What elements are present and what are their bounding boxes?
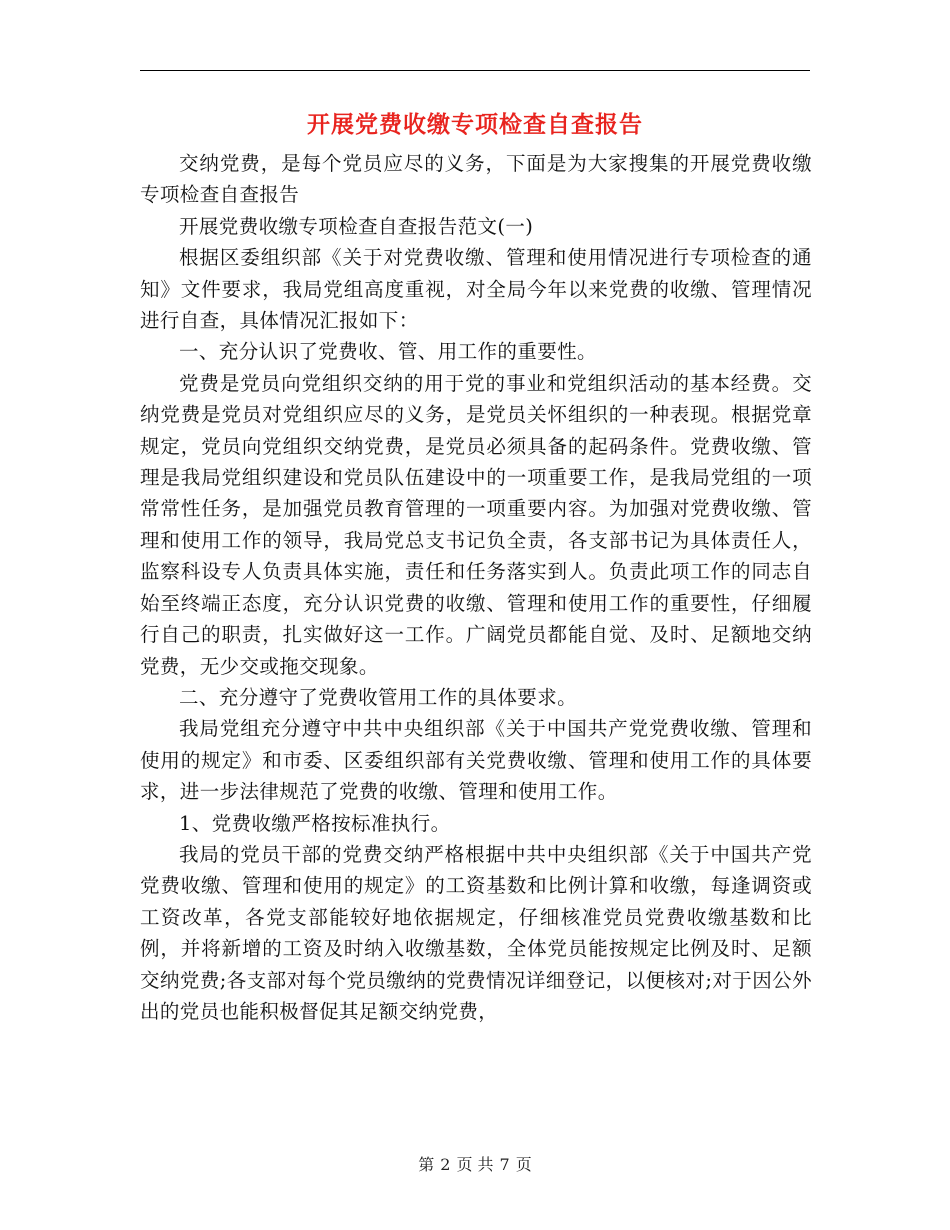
paragraph: 开展党费收缴专项检查自查报告范文(一): [179, 214, 534, 238]
page-footer: [0, 1154, 950, 1176]
document-title: 开展党费收缴专项检查自查报告: [307, 111, 643, 138]
document-body: [140, 148, 812, 1027]
paragraph: 交纳党费，是每个党员应尽的义务，下面是为大家搜集的开展党费收缴专项检查自查报告: [140, 152, 812, 207]
header-rule: [140, 70, 810, 71]
section-heading: 一、充分认识了党费收、管、用工作的重要性。: [179, 340, 597, 364]
footer-total-pages: 7: [499, 1155, 510, 1174]
section-heading: 二、充分遵守了党费收管用工作的具体要求。: [179, 685, 578, 709]
footer-suffix: 页: [515, 1155, 532, 1174]
footer-current-page: 2: [440, 1155, 451, 1174]
paragraph: 党费是党员向党组织交纳的用于党的事业和党组织活动的基本经费。交纳党费是党员对党组织应尽的义务，是党员关怀组织的一种表现。根据党章规定，党员向党组织交纳党费，是党员必须具备的起码条件。党费收缴、管理是我局党组织建设和党员队伍建设中的一项重要工作，是我局党组的一项常常性任务，是加强党员教育管理的一项重要内容。为加强对党费收缴、管理和使用工作的领导，我局党总支书记负全责，各支部书记为具体责任人，监察科设专人负责具体实施，责任和任务落实到人。负责此项工作的同志自始至终端正态度，充分认识党费的收缴、管理和使用工作的重要性，仔细履行自己的职责，扎实做好这一工作。广阔党员都能自觉、及时、足额地交纳党费，无少交或拖交现象。: [140, 371, 812, 678]
footer-prefix: 第: [418, 1155, 435, 1174]
paragraph: 根据区委组织部《关于对党费收缴、管理和使用情况进行专项检查的通知》文件要求，我局党组高度重视，对全局今年以来党费的收缴、管理情况进行自查，具体情况汇报如下：: [140, 246, 812, 333]
subsection-heading: 1、党费收缴严格按标准执行。: [179, 811, 451, 835]
footer-middle: 页 共: [456, 1155, 494, 1174]
paragraph: 我局的党员干部的党费交纳严格根据中共中央组织部《关于中国共产党党费收缴、管理和使用的规定》的工资基数和比例计算和收缴，每逢调资或工资改革，各党支部能较好地依据规定，仔细核准党员党费收缴基数和比例，并将新增的工资及时纳入收缴基数，全体党员能按规定比例及时、足额交纳党费;各支部对每个党员缴纳的党费情况详细登记，以便核对;对于因公外出的党员也能积极督促其足额交纳党费，: [140, 842, 812, 1023]
paragraph: 我局党组充分遵守中共中央组织部《关于中国共产党党费收缴、管理和使用的规定》和市委、区委组织部有关党费收缴、管理和使用工作的具体要求，进一步法律规范了党费的收缴、管理和使用工作。: [140, 717, 812, 804]
